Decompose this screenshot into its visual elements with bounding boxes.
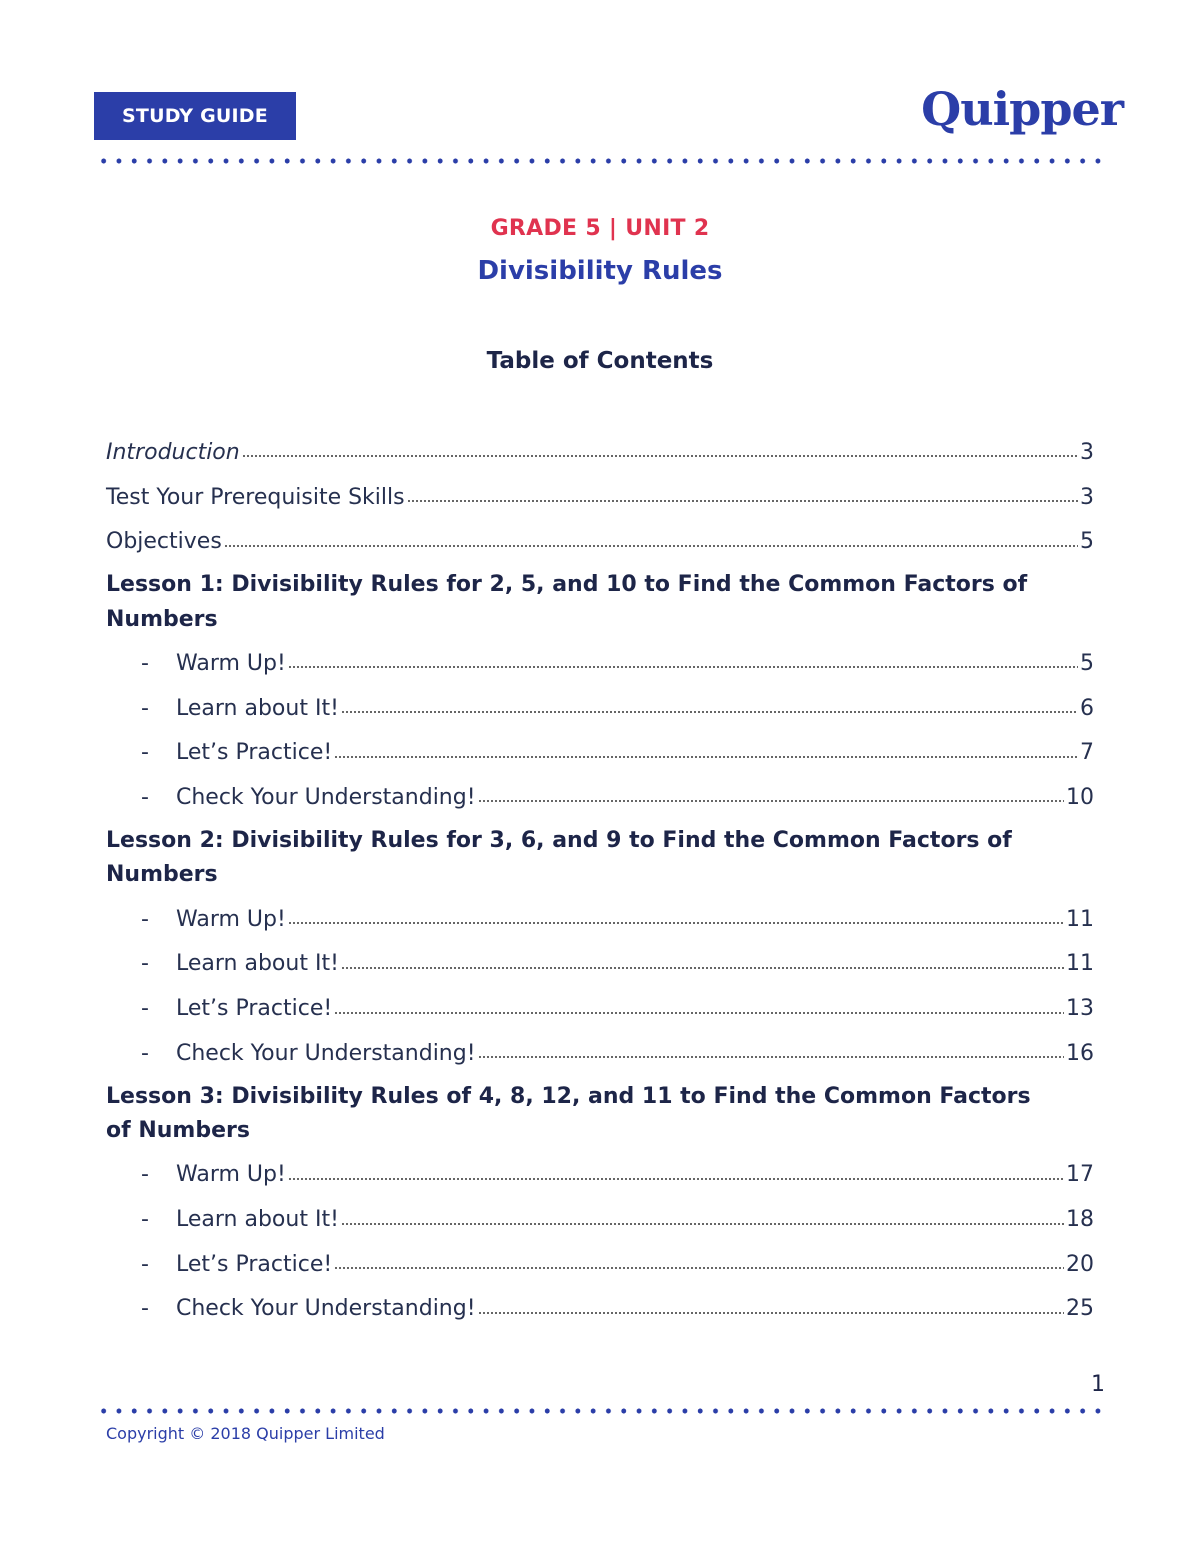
bullet-dash: -: [141, 1162, 149, 1188]
toc-lesson-1-learn-about-it[interactable]: [106, 686, 1094, 731]
toc-entry-label: Warm Up!: [176, 906, 286, 932]
toc-entry-page: 20: [1066, 1251, 1094, 1277]
toc-lesson-2-title[interactable]: Lesson 2: Divisibility Rules for 3, 6, and 9 to Find the Common Factors of Numbers: [106, 827, 1012, 888]
toc-entry-label: Objectives: [106, 529, 222, 555]
toc-entry-page: 13: [1066, 996, 1094, 1022]
toc-entry-label: Learn about It!: [176, 1207, 339, 1233]
bullet-dash: -: [141, 1251, 149, 1277]
toc-entry-label: Check Your Understanding!: [176, 784, 476, 810]
toc-lesson-3-check-understanding[interactable]: [106, 1287, 1094, 1332]
toc-entry-label: Learn about It!: [176, 951, 339, 977]
toc-entry-page: 3: [1080, 484, 1094, 510]
bullet-dash: -: [141, 740, 149, 766]
dot-leader: [478, 800, 1064, 802]
toc-lesson-1-title[interactable]: Lesson 1: Divisibility Rules for 2, 5, and 10 to Find the Common Factors of Numbers: [106, 572, 1028, 632]
bullet-dash: -: [141, 906, 149, 932]
toc-entry-page: 7: [1080, 740, 1094, 766]
toc-entry-introduction[interactable]: [106, 430, 1094, 475]
toc-entry-page: 5: [1080, 529, 1094, 555]
bullet-dash: -: [141, 1207, 149, 1233]
toc-entry-page: 6: [1080, 695, 1094, 721]
toc-lesson-2-warm-up[interactable]: [106, 897, 1094, 942]
bullet-dash: -: [141, 650, 149, 676]
bullet-dash: -: [141, 695, 149, 721]
bullet-dash: -: [141, 1296, 149, 1322]
toc-entry-label: Let’s Practice!: [176, 740, 333, 766]
dot-leader: [242, 455, 1078, 457]
toc-entry-label: Introduction: [106, 439, 240, 465]
toc-lesson-2-lets-practice[interactable]: [106, 986, 1094, 1031]
toc-lesson-1-lets-practice[interactable]: [106, 730, 1094, 775]
toc-lesson-2-learn-about-it[interactable]: [106, 942, 1094, 987]
toc-entry-page: 11: [1066, 906, 1094, 932]
toc-entry-page: 16: [1066, 1040, 1094, 1066]
toc-lesson-3-title[interactable]: Lesson 3: Divisibility Rules of 4, 8, 12, and 11 to Find the Common Factors of Numbers: [106, 1083, 1031, 1144]
dot-leader: [334, 1267, 1064, 1269]
page-title: Divisibility Rules: [477, 256, 723, 286]
toc-entry-page: 3: [1080, 439, 1094, 465]
footer-dotted-divider: [96, 1408, 1106, 1414]
toc-entry-label: Test Your Prerequisite Skills: [106, 484, 405, 510]
dot-leader: [341, 967, 1064, 969]
toc-entry-prerequisite-skills[interactable]: [106, 475, 1094, 520]
copyright-notice: Copyright © 2018 Quipper Limited: [106, 1424, 385, 1443]
header-dotted-divider: [96, 158, 1106, 164]
page-number: 1: [1091, 1372, 1105, 1397]
bullet-dash: -: [141, 784, 149, 810]
dot-leader: [288, 922, 1064, 924]
toc-entry-label: Let’s Practice!: [176, 996, 333, 1022]
table-of-contents: [106, 430, 1094, 1331]
toc-entry-page: 18: [1066, 1207, 1094, 1233]
toc-entry-label: Check Your Understanding!: [176, 1040, 476, 1066]
dot-leader: [334, 1012, 1064, 1014]
bullet-dash: -: [141, 1040, 149, 1066]
dot-leader: [288, 666, 1078, 668]
dot-leader: [341, 711, 1078, 713]
toc-entry-page: 25: [1066, 1296, 1094, 1322]
toc-entry-page: 10: [1066, 784, 1094, 810]
grade-unit-label: GRADE 5 | UNIT 2: [490, 216, 710, 241]
study-guide-badge: STUDY GUIDE: [94, 92, 296, 140]
toc-entry-page: 5: [1080, 650, 1094, 676]
dot-leader: [341, 1223, 1064, 1225]
dot-leader: [334, 756, 1078, 758]
toc-entry-label: Warm Up!: [176, 1162, 286, 1188]
toc-entry-label: Let’s Practice!: [176, 1251, 333, 1277]
toc-lesson-3-lets-practice[interactable]: [106, 1242, 1094, 1287]
toc-entry-page: 17: [1066, 1162, 1094, 1188]
bullet-dash: -: [141, 951, 149, 977]
toc-entry-label: Warm Up!: [176, 650, 286, 676]
dot-leader: [407, 500, 1078, 502]
dot-leader: [478, 1056, 1064, 1058]
toc-entry-label: Learn about It!: [176, 695, 339, 721]
toc-entry-objectives[interactable]: [106, 519, 1094, 564]
toc-lesson-2-check-understanding[interactable]: [106, 1031, 1094, 1076]
dot-leader: [288, 1178, 1064, 1180]
dot-leader: [224, 545, 1078, 547]
toc-entry-label: Check Your Understanding!: [176, 1296, 476, 1322]
bullet-dash: -: [141, 996, 149, 1022]
dot-leader: [478, 1312, 1064, 1314]
toc-heading: Table of Contents: [486, 348, 714, 374]
toc-lesson-3-warm-up[interactable]: [106, 1153, 1094, 1198]
toc-lesson-1-check-understanding[interactable]: [106, 775, 1094, 820]
toc-lesson-1-warm-up[interactable]: [106, 641, 1094, 686]
toc-entry-page: 11: [1066, 951, 1094, 977]
toc-lesson-3-learn-about-it[interactable]: [106, 1197, 1094, 1242]
quipper-logo: Quipper: [921, 82, 1123, 136]
